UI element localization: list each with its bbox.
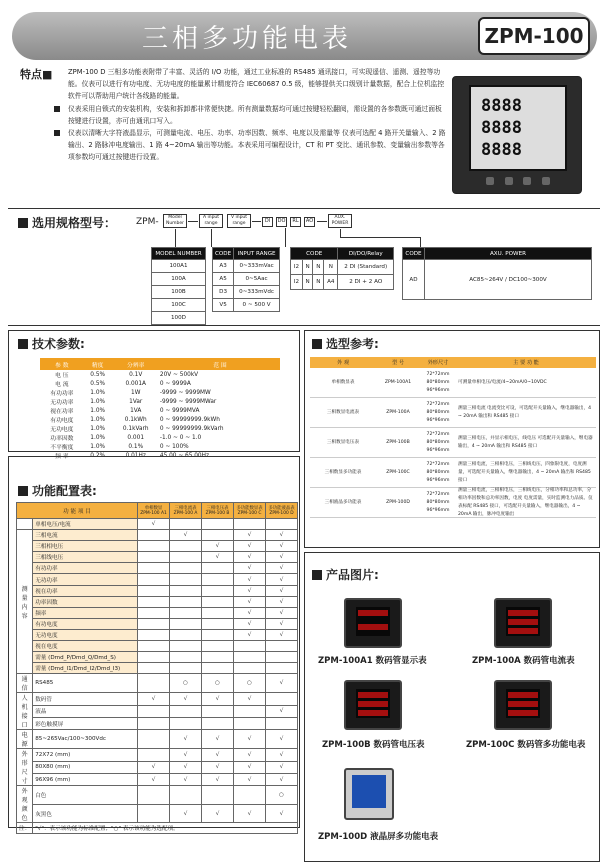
func-cell bbox=[138, 749, 170, 761]
func-cell: √ bbox=[266, 730, 298, 749]
func-cell: √ bbox=[202, 693, 234, 705]
func-cell bbox=[138, 730, 170, 749]
features-intro: ZPM-100 D 三相多功能表附带了丰富、灵活的 I/O 功能，通过工业标准的 RS485 通讯接口，可实现遥信、遥测、遥控等功能。仪表可以进行有功电度、无功电度的能量累计精度符合 IEC60687 0.5 级，能够提供关口级别计量数据，配合上位机监控软件可以帮助用户统计各线路的能量。 bbox=[68, 68, 445, 101]
func-row bbox=[17, 693, 298, 705]
func-cell: √ bbox=[266, 563, 298, 574]
func-cell bbox=[266, 641, 298, 652]
product-image bbox=[344, 680, 402, 730]
select-cell: 72*72mm 80*80mm 96*96mm bbox=[426, 461, 450, 483]
func-cell bbox=[170, 541, 202, 552]
func-cell bbox=[234, 663, 266, 674]
input-range-table: CODE INPUT RANGE A3 0~333mVac A5 0~5Aac D3 0~333mVdc V5 0 ~ 500 V bbox=[212, 247, 280, 312]
func-cell: √ bbox=[266, 629, 298, 640]
func-cell: 需量 (Dmd_P/Dmd_Q/Dmd_S) bbox=[33, 652, 138, 663]
func-cell bbox=[202, 607, 234, 618]
func-cell: ○ bbox=[234, 674, 266, 693]
func-cell bbox=[170, 705, 202, 717]
func-cell: √ bbox=[202, 541, 234, 552]
func-cell bbox=[266, 693, 298, 705]
func-cell bbox=[170, 618, 202, 629]
func-row bbox=[17, 585, 298, 596]
page-title: 三相多功能电表 bbox=[141, 24, 352, 54]
func-cell: √ bbox=[170, 773, 202, 785]
select-cell: 72*72mm 80*80mm 96*96mm bbox=[426, 371, 450, 393]
func-cell: √ bbox=[234, 693, 266, 705]
func-cell: √ bbox=[266, 773, 298, 785]
func-cell: √ bbox=[266, 541, 298, 552]
func-cell bbox=[170, 607, 202, 618]
ao-box: AO bbox=[304, 217, 315, 227]
product-caption: ZPM-100D 液晶屏多功能电表 bbox=[318, 832, 439, 842]
func-group: 通信 bbox=[17, 674, 33, 693]
func-cell bbox=[138, 530, 170, 541]
select-cell: 测量三相电流，三相相电压，三相线电压，四象限电度，电度测量，可选配开关量输入，继电器输出，4 ~ 20mA 输出和 RS485 接口 bbox=[458, 461, 591, 483]
func-cell bbox=[234, 717, 266, 729]
product-image bbox=[344, 598, 402, 648]
func-cell: 视在功率 bbox=[33, 585, 138, 596]
func-cell: √ bbox=[234, 585, 266, 596]
func-cell: √ bbox=[202, 730, 234, 749]
func-cell: 视在电度 bbox=[33, 641, 138, 652]
func-cell bbox=[170, 585, 202, 596]
func-cell: 灰黑色 bbox=[33, 804, 138, 823]
func-row bbox=[17, 717, 298, 729]
tech-table: 参 数 精度 分辨率 范 围 电 压 0.5% 0.1V 20V ~ 500kV 电 流 0.5% 0.001A 0 ~ 9999A 有功功率 1.0% 1W -9999 ~ 9999MW 无功功率 1.0% 1Var -9999 ~ 9999MWar 视在功率 1.0% 1VA 0 ~ 9999MVA 有功电度 1.0% 0.1kWh 0 ~ 99999999.9kWh 无功电度 1.0% 0.1kVarh 0 ~ 99999999.9kVarh 功率因数 1.0% 0.001 -1.0 ~ 0 ~ 1.0 不平衡度 1.0% 0.1% 0 ~ 100% 频 率 0.2% 0.01Hz 45.00 ~ 65.00Hz bbox=[40, 358, 280, 460]
func-cell: √ bbox=[234, 618, 266, 629]
func-cell: √ bbox=[234, 773, 266, 785]
func-cell: ○ bbox=[266, 786, 298, 805]
features-bullet: 仪表以清晰大字符液晶显示，可测量电流、电压、功率、功率因数、频率、电度以及需量等 仪表可选配 4 路开关量输入、2 路输出、2 路脉冲电度输出、1 路 4~20mA 输出等功能。本表采用可编程设计，CT 和 PT 变比、通讯参数、变量输出参数等各项参数均可通过按键进行设置。 bbox=[68, 127, 446, 164]
product-caption: ZPM-100A 数码管电流表 bbox=[472, 656, 575, 666]
func-row bbox=[17, 552, 298, 563]
func-cell: 数码管 bbox=[33, 693, 138, 705]
select-cell: ZPM-100A bbox=[386, 409, 410, 415]
select-cell: ZPM-100D bbox=[386, 499, 410, 505]
a-input-box: A input range bbox=[199, 214, 223, 228]
select-row bbox=[310, 488, 596, 518]
func-row bbox=[17, 773, 298, 785]
func-cell bbox=[234, 786, 266, 805]
func-group: 电源 bbox=[17, 730, 33, 749]
func-cell bbox=[234, 652, 266, 663]
func-cell: √ bbox=[138, 761, 170, 773]
func-cell: √ bbox=[170, 530, 202, 541]
func-row bbox=[17, 663, 298, 674]
select-table: 外 观 型 号 外形尺寸 主 要 功 能 bbox=[310, 357, 596, 368]
func-cell bbox=[170, 641, 202, 652]
do-box: DO bbox=[276, 217, 287, 227]
func-cell bbox=[170, 717, 202, 729]
func-cell: √ bbox=[266, 804, 298, 823]
func-cell: √ bbox=[138, 519, 170, 530]
func-cell bbox=[170, 652, 202, 663]
func-cell bbox=[234, 705, 266, 717]
func-cell: 白色 bbox=[33, 786, 138, 805]
aux-power-box: AUX. POWER bbox=[328, 214, 352, 228]
func-cell bbox=[138, 663, 170, 674]
func-cell bbox=[202, 596, 234, 607]
func-cell bbox=[138, 618, 170, 629]
func-row bbox=[17, 705, 298, 717]
features-bullet: 仪表采用自锁式的安装机构，安装和拆卸都非常便快捷。所有测量数据均可通过按键轻松翻阅，需设置的各参数既可通过面板按键进行设置，亦可由通讯口写入。 bbox=[68, 103, 446, 127]
model-number-table: MODEL NUMBER 100A1 100A 100B 100C 100D bbox=[151, 247, 206, 325]
product-caption: ZPM-100C 数码管多功能电表 bbox=[466, 740, 586, 750]
func-cell: 80X80 (mm) bbox=[33, 761, 138, 773]
select-cell: 可测量单相电压/电流/4~20mA/0~10VDC bbox=[458, 379, 547, 385]
func-cell bbox=[138, 607, 170, 618]
product-image bbox=[494, 680, 552, 730]
model-number-box: Model Number bbox=[163, 214, 187, 228]
func-cell bbox=[170, 786, 202, 805]
di-box: DI bbox=[262, 217, 273, 227]
func-cell bbox=[202, 585, 234, 596]
func-cell: √ bbox=[170, 730, 202, 749]
aux-power-table: CODE AXU. POWER AD AC85~264V / DC100~300V bbox=[402, 247, 592, 300]
func-title: 功能配置表: bbox=[18, 482, 97, 499]
func-cell bbox=[170, 563, 202, 574]
select-cell: 测量三相电压，并显示相电压，线电压 可选配开关量输入，继电器输出，4 ~ 20mA 输出和 RS485 接口 bbox=[458, 435, 593, 449]
select-row bbox=[310, 428, 596, 458]
product-image bbox=[344, 768, 394, 820]
func-note-label: 注： bbox=[17, 823, 33, 834]
func-cell bbox=[138, 552, 170, 563]
select-cell: 72*72mm 80*80mm 96*96mm bbox=[426, 431, 450, 453]
func-group: 外形尺寸 bbox=[17, 749, 33, 786]
func-cell: 需量 (Dmd_I1/Dmd_I2/Dmd_I3) bbox=[33, 663, 138, 674]
func-cell bbox=[138, 674, 170, 693]
func-row bbox=[17, 607, 298, 618]
func-cell: √ bbox=[202, 552, 234, 563]
func-cell bbox=[202, 519, 234, 530]
func-cell: √ bbox=[138, 773, 170, 785]
func-cell: 液晶 bbox=[33, 705, 138, 717]
select-cell: 三相数显电流表 bbox=[326, 409, 360, 415]
func-cell: 三相电流 bbox=[33, 530, 138, 541]
func-cell: √ bbox=[266, 607, 298, 618]
func-cell: √ bbox=[234, 804, 266, 823]
tech-title: 技术参数: bbox=[18, 335, 85, 352]
select-rows bbox=[310, 368, 596, 518]
product-image bbox=[494, 598, 552, 648]
func-cell bbox=[202, 629, 234, 640]
func-cell: √ bbox=[266, 749, 298, 761]
func-cell bbox=[202, 641, 234, 652]
func-cell bbox=[266, 519, 298, 530]
select-cell: ZPM-100A1 bbox=[384, 379, 412, 385]
func-cell bbox=[138, 717, 170, 729]
func-cell: √ bbox=[234, 607, 266, 618]
func-cell: √ bbox=[202, 804, 234, 823]
func-cell: 功率因数 bbox=[33, 596, 138, 607]
func-col-header: 多功能液晶表 ZPM-100 D bbox=[266, 503, 298, 519]
func-col-header: 三相电流表 ZPM-100 A bbox=[170, 503, 202, 519]
v-input-box: V input range bbox=[227, 214, 251, 228]
func-cell: √ bbox=[138, 693, 170, 705]
func-cell: √ bbox=[170, 749, 202, 761]
func-cell: √ bbox=[266, 530, 298, 541]
func-cell: √ bbox=[170, 761, 202, 773]
func-cell: √ bbox=[266, 574, 298, 585]
select-cell: 三相数显电压表 bbox=[326, 439, 360, 445]
func-cell bbox=[138, 786, 170, 805]
func-cell bbox=[202, 663, 234, 674]
product-caption: ZPM-100B 数码管电压表 bbox=[322, 740, 425, 750]
func-cell: √ bbox=[234, 541, 266, 552]
func-cell bbox=[266, 717, 298, 729]
func-cell: 三相相电压 bbox=[33, 541, 138, 552]
func-cell bbox=[138, 705, 170, 717]
select-cell: 三相液晶多功能表 bbox=[324, 499, 362, 505]
func-row bbox=[17, 574, 298, 585]
func-cell bbox=[202, 652, 234, 663]
spec-title: 选用规格型号： bbox=[18, 214, 116, 231]
select-cell: ZPM-100B bbox=[386, 439, 410, 445]
func-cell bbox=[170, 663, 202, 674]
func-cell: √ bbox=[234, 552, 266, 563]
func-cell: √ bbox=[266, 618, 298, 629]
func-cell: 85~265Vac/100~300Vdc bbox=[33, 730, 138, 749]
func-cell: ○ bbox=[170, 674, 202, 693]
func-row bbox=[17, 519, 298, 530]
select-cell: ZPM-100C bbox=[386, 469, 410, 475]
func-row bbox=[17, 530, 298, 541]
func-cell bbox=[170, 574, 202, 585]
func-row bbox=[17, 761, 298, 773]
func-row bbox=[17, 596, 298, 607]
func-row bbox=[17, 652, 298, 663]
func-cell: √ bbox=[170, 804, 202, 823]
lcd-screen: 8888 8888 8888 bbox=[469, 85, 567, 171]
func-note: "√"：表示该功能为标准配置；"○" 表示该功能为选配项。 bbox=[33, 823, 298, 834]
func-cell bbox=[202, 530, 234, 541]
meter-photo bbox=[452, 76, 582, 194]
func-cell: √ bbox=[234, 749, 266, 761]
product-caption: ZPM-100A1 数码管显示表 bbox=[318, 656, 427, 666]
func-cell: 频率 bbox=[33, 607, 138, 618]
func-cell bbox=[170, 596, 202, 607]
func-cell: √ bbox=[266, 674, 298, 693]
select-row bbox=[310, 368, 596, 398]
func-cell: √ bbox=[234, 596, 266, 607]
func-cell bbox=[234, 519, 266, 530]
func-cell: √ bbox=[202, 761, 234, 773]
func-cell bbox=[138, 563, 170, 574]
func-cell: 72X72 (mm) bbox=[33, 749, 138, 761]
func-row bbox=[17, 629, 298, 640]
func-cell bbox=[234, 641, 266, 652]
func-col-header: 单相数显 ZPM-100 A1 bbox=[138, 503, 170, 519]
func-row bbox=[17, 674, 298, 693]
func-row bbox=[17, 730, 298, 749]
func-cell bbox=[170, 629, 202, 640]
func-cell: √ bbox=[266, 596, 298, 607]
func-cell: 有功电度 bbox=[33, 618, 138, 629]
func-col-header: 三相电压表 ZPM-100 B bbox=[202, 503, 234, 519]
func-cell: √ bbox=[266, 552, 298, 563]
func-cell: √ bbox=[234, 761, 266, 773]
func-cell: √ bbox=[266, 705, 298, 717]
func-cell: 单相电压/电流 bbox=[33, 519, 138, 530]
select-row bbox=[310, 458, 596, 488]
func-table bbox=[16, 502, 298, 834]
func-cell: RS485 bbox=[33, 674, 138, 693]
func-cell bbox=[138, 541, 170, 552]
func-cell: √ bbox=[170, 693, 202, 705]
select-cell: 72*72mm 80*80mm 96*96mm bbox=[426, 401, 450, 423]
spec-prefix: ZPM- bbox=[136, 217, 159, 227]
model-badge: ZPM-100 bbox=[478, 17, 590, 55]
func-cell bbox=[138, 596, 170, 607]
func-group: 测量内容 bbox=[17, 530, 33, 674]
select-cell: 测量三相电流，三相相电压，三相线电压，分相功率和总功率，分相功率因数和总功率因数，电度 电度需量，实时监测电力品质。仪表标配 RS485 接口，可选配开关量输入，继电器输出，4 ~ 20mA 输出，脉冲电度输出 bbox=[458, 487, 593, 517]
select-row bbox=[310, 398, 596, 428]
features-label: 特点■ bbox=[20, 68, 53, 81]
func-cell bbox=[138, 652, 170, 663]
func-cell bbox=[138, 804, 170, 823]
func-cell bbox=[138, 585, 170, 596]
io-table: CODE DI/DO/Relay I2 N N N 2 DI (Standard) I2 N N A4 2 DI + 2 AO bbox=[290, 247, 394, 290]
rl-box: RL bbox=[290, 217, 301, 227]
func-cell bbox=[266, 652, 298, 663]
select-cell: 测量三相电流 电流变比可设，可选配开关量输入，继电器输出，4 ~ 20mA 输出和 RS485 接口 bbox=[458, 405, 592, 419]
func-cell bbox=[202, 717, 234, 729]
func-cell bbox=[138, 574, 170, 585]
func-cell bbox=[202, 786, 234, 805]
func-group: 外观颜色 bbox=[17, 786, 33, 823]
func-row bbox=[17, 563, 298, 574]
func-cell bbox=[202, 618, 234, 629]
func-cell: 96X96 (mm) bbox=[33, 773, 138, 785]
func-cell: 彩色触摸屏 bbox=[33, 717, 138, 729]
func-col-header: 多功能数显表 ZPM-100 C bbox=[234, 503, 266, 519]
func-row bbox=[17, 749, 298, 761]
func-cell: √ bbox=[266, 585, 298, 596]
func-cell: √ bbox=[234, 629, 266, 640]
func-cell: 无功功率 bbox=[33, 574, 138, 585]
func-cell: √ bbox=[202, 773, 234, 785]
func-row bbox=[17, 786, 298, 805]
func-cell bbox=[170, 552, 202, 563]
select-cell: 72*72mm 80*80mm 96*96mm bbox=[426, 491, 450, 513]
func-group: 人机接口 bbox=[17, 693, 33, 730]
func-cell: ○ bbox=[202, 674, 234, 693]
select-cell: 单相数显表 bbox=[331, 379, 355, 385]
func-row bbox=[17, 804, 298, 823]
func-cell: 无功电度 bbox=[33, 629, 138, 640]
func-cell: √ bbox=[234, 574, 266, 585]
func-header: 功 能 项 目 bbox=[17, 503, 138, 519]
func-cell: 有功功率 bbox=[33, 563, 138, 574]
func-row bbox=[17, 541, 298, 552]
func-cell bbox=[202, 705, 234, 717]
func-cell: √ bbox=[202, 749, 234, 761]
func-cell bbox=[202, 563, 234, 574]
func-cell bbox=[138, 629, 170, 640]
func-cell: √ bbox=[234, 730, 266, 749]
features-text bbox=[68, 66, 446, 164]
func-cell: √ bbox=[266, 761, 298, 773]
func-cell bbox=[138, 641, 170, 652]
func-row bbox=[17, 641, 298, 652]
func-cell: √ bbox=[234, 530, 266, 541]
products-title: 产品图片: bbox=[312, 566, 379, 583]
select-cell: 三相数显多功能表 bbox=[324, 469, 362, 475]
func-cell: 三相线电压 bbox=[33, 552, 138, 563]
func-cell: √ bbox=[234, 563, 266, 574]
func-cell bbox=[266, 663, 298, 674]
select-title: 选型参考: bbox=[312, 335, 379, 352]
func-cell bbox=[170, 519, 202, 530]
func-cell bbox=[202, 574, 234, 585]
keypad bbox=[481, 177, 555, 187]
func-row bbox=[17, 618, 298, 629]
